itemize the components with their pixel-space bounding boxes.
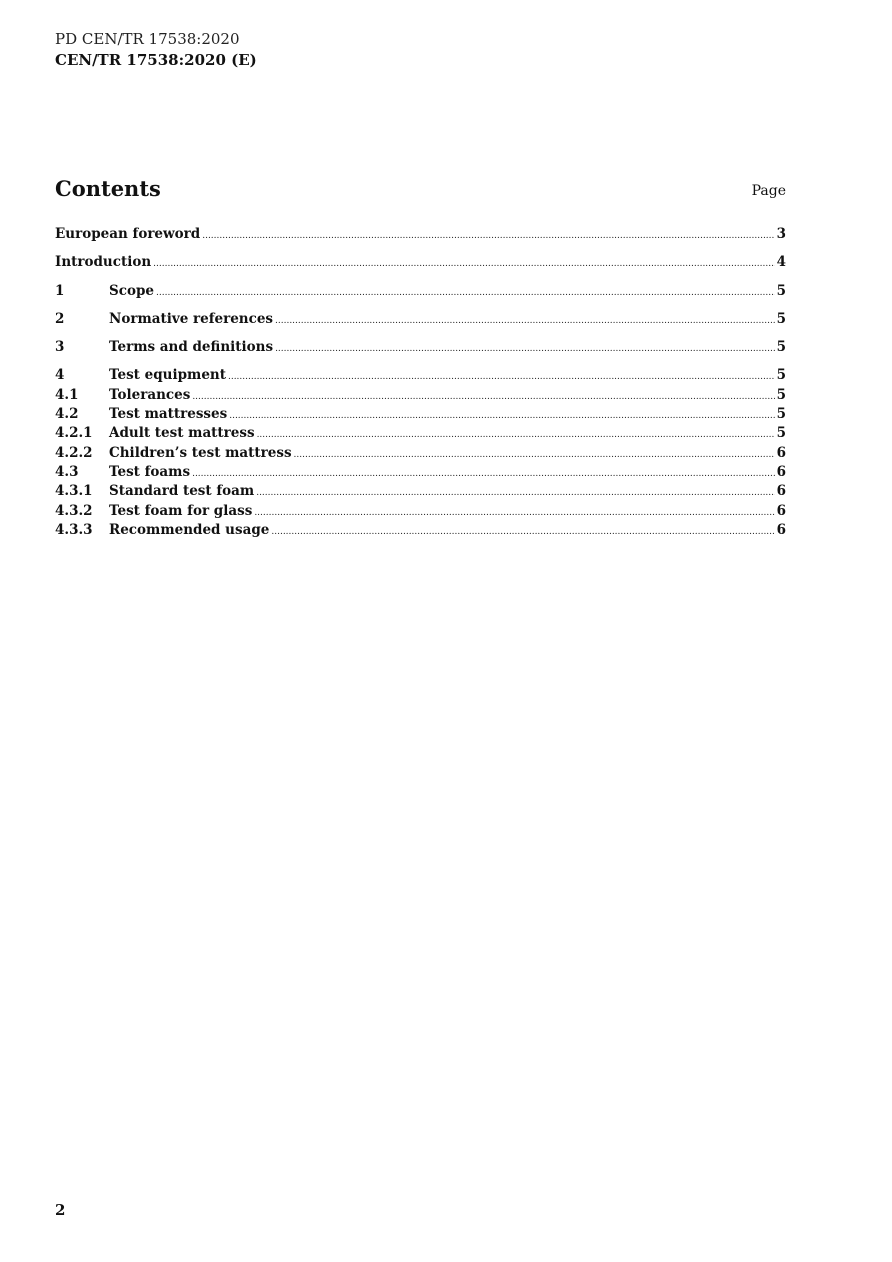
toc-entry[interactable] xyxy=(55,386,786,405)
toc-entry-number: 4.3 xyxy=(55,463,79,480)
toc-entry-page: 5 xyxy=(776,367,786,384)
toc-entry[interactable] xyxy=(55,310,786,329)
toc-leader-dots xyxy=(153,255,774,274)
toc-entry[interactable] xyxy=(55,444,786,463)
toc-entry-page: 6 xyxy=(776,502,786,519)
toc-entry-title: Children’s test mattress xyxy=(109,444,292,461)
toc-entry-page: 5 xyxy=(776,310,786,327)
contents-heading: Contents xyxy=(55,176,161,201)
toc-entry[interactable] xyxy=(55,338,786,357)
page-column-heading: Page xyxy=(751,183,786,199)
toc-entry-title: Tolerances xyxy=(109,386,191,403)
toc-entry[interactable] xyxy=(55,521,786,540)
toc-entry-page: 5 xyxy=(776,425,786,442)
toc-leader-dots xyxy=(254,504,774,523)
toc-entry[interactable] xyxy=(55,463,786,482)
document-id-language: CEN/TR 17538:2020 (E) xyxy=(55,51,257,69)
toc-entry-title: Test equipment xyxy=(109,367,226,384)
toc-leader-dots xyxy=(228,368,775,387)
toc-leader-dots xyxy=(192,388,774,407)
toc-leader-dots xyxy=(275,340,775,359)
toc-entry-number: 4.3.3 xyxy=(55,521,93,538)
toc-entry-number: 4.2.1 xyxy=(55,425,93,442)
page-number: 2 xyxy=(55,1201,66,1219)
toc-entry[interactable] xyxy=(55,253,786,272)
toc-entry-page: 6 xyxy=(776,521,786,538)
toc-leader-dots xyxy=(275,312,775,331)
toc-entry-number: 2 xyxy=(55,310,65,327)
toc-entry-number: 4.1 xyxy=(55,386,79,403)
toc-entry-number: 4 xyxy=(55,367,65,384)
toc-entry-title: Introduction xyxy=(55,254,152,271)
toc-entry-title: Test mattresses xyxy=(109,406,228,423)
toc-entry-page: 3 xyxy=(776,226,786,242)
toc-entry-number: 4.3.1 xyxy=(55,483,93,500)
toc-leader-dots xyxy=(156,284,775,303)
toc-entry[interactable] xyxy=(55,502,786,521)
document-id: PD CEN/TR 17538:2020 xyxy=(55,30,240,48)
toc-entry[interactable] xyxy=(55,424,786,443)
toc-entry-page: 5 xyxy=(776,386,786,403)
table-of-contents xyxy=(55,225,786,540)
toc-leader-dots xyxy=(256,484,774,503)
toc-entry[interactable] xyxy=(55,405,786,424)
toc-entry-title: European foreword xyxy=(55,226,201,242)
toc-leader-dots xyxy=(294,446,775,465)
toc-entry[interactable] xyxy=(55,366,786,385)
toc-entry[interactable] xyxy=(55,225,786,244)
toc-entry-page: 5 xyxy=(776,339,786,356)
toc-entry-page: 6 xyxy=(776,444,786,461)
toc-leader-dots xyxy=(257,426,775,445)
toc-entry-title: Adult test mattress xyxy=(109,425,255,442)
toc-entry-page: 6 xyxy=(776,483,786,500)
toc-entry-number: 4.3.2 xyxy=(55,502,93,519)
toc-entry-number: 3 xyxy=(55,339,65,356)
toc-entry-page: 5 xyxy=(776,282,786,299)
toc-leader-dots xyxy=(192,465,775,484)
toc-leader-dots xyxy=(271,523,774,542)
toc-entry-title: Recommended usage xyxy=(109,521,270,538)
toc-entry[interactable] xyxy=(55,482,786,501)
toc-leader-dots xyxy=(202,227,774,246)
toc-entry-page: 5 xyxy=(776,406,786,423)
toc-entry-number: 4.2 xyxy=(55,406,79,423)
toc-entry-number: 1 xyxy=(55,282,65,299)
toc-entry-number: 4.2.2 xyxy=(55,444,93,461)
toc-entry-title: Test foams xyxy=(109,463,191,480)
toc-entry-page: 4 xyxy=(776,254,786,271)
toc-entry[interactable] xyxy=(55,282,786,301)
toc-leader-dots xyxy=(229,407,774,426)
toc-entry-title: Normative references xyxy=(109,310,274,327)
toc-entry-title: Scope xyxy=(109,282,155,299)
toc-entry-page: 6 xyxy=(776,463,786,480)
toc-entry-title: Terms and definitions xyxy=(109,339,274,356)
toc-entry-title: Standard test foam xyxy=(109,483,255,500)
toc-entry-title: Test foam for glass xyxy=(109,502,253,519)
